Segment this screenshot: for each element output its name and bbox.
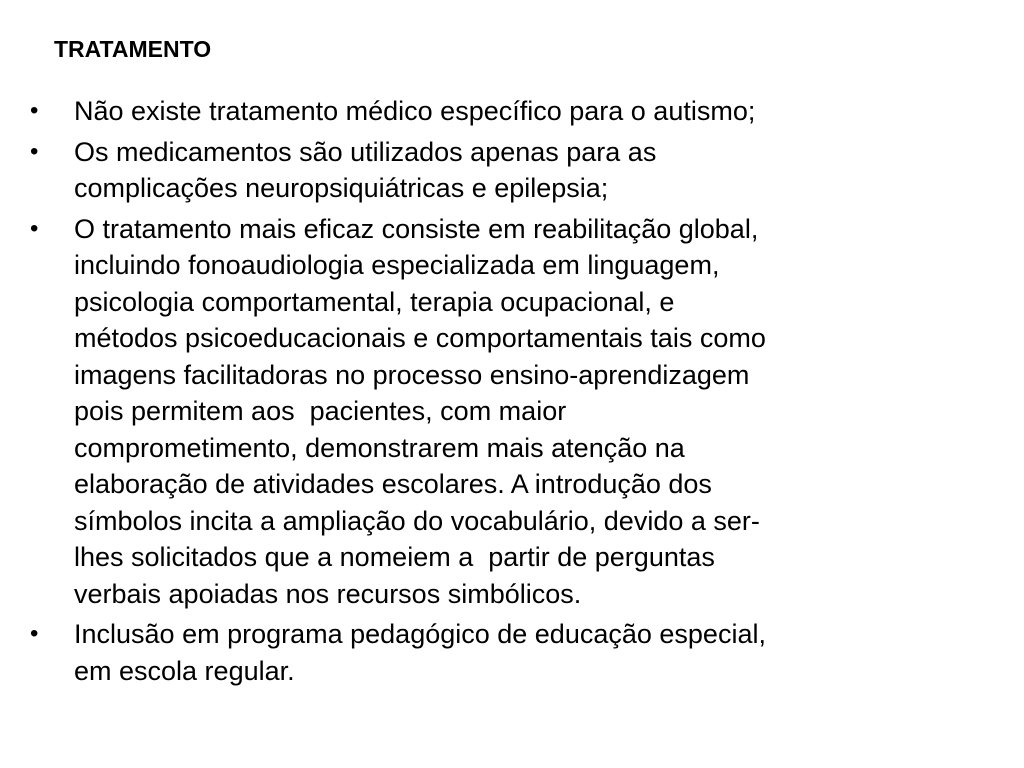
bullet-text: Não existe tratamento médico específico para o autismo; [74, 96, 756, 126]
bullet-text: O tratamento mais eficaz consiste em reabilitação global, incluindo fonoaudiologia especializada em linguagem, psicologia comportamental, terapia ocupacional, e métodos psicoeducacionais e comportamentais tais como imagens facilitadoras no processo ensino-aprendizagem pois permitem aos pacientes, com maior comprometimento, demonstrarem mais atenção na elaboração de atividades escolares. A introdução dos símbolos incita a ampliação do vocabulário, devido a ser- lhes solicitados que a nomeiem a partir de perguntas verbais apoiadas nos recursos simbólicos. [74, 213, 766, 609]
bullet-icon: • [30, 97, 39, 124]
bullet-icon: • [30, 214, 39, 242]
bullet-item [30, 616, 990, 689]
bullet-item [30, 134, 990, 207]
bullet-text: Inclusão em programa pedagógico de educação especial, em escola regular. [74, 619, 766, 686]
slide-title: TRATAMENTO [54, 36, 212, 62]
bullet-icon: • [30, 620, 39, 647]
bullet-list [30, 93, 990, 693]
bullet-item [30, 211, 990, 613]
bullet-text: Os medicamentos são utilizados apenas para as complicações neuropsiquiátricas e epilepsia; [74, 136, 657, 203]
bullet-icon: • [30, 137, 39, 165]
bullet-item [30, 93, 990, 130]
